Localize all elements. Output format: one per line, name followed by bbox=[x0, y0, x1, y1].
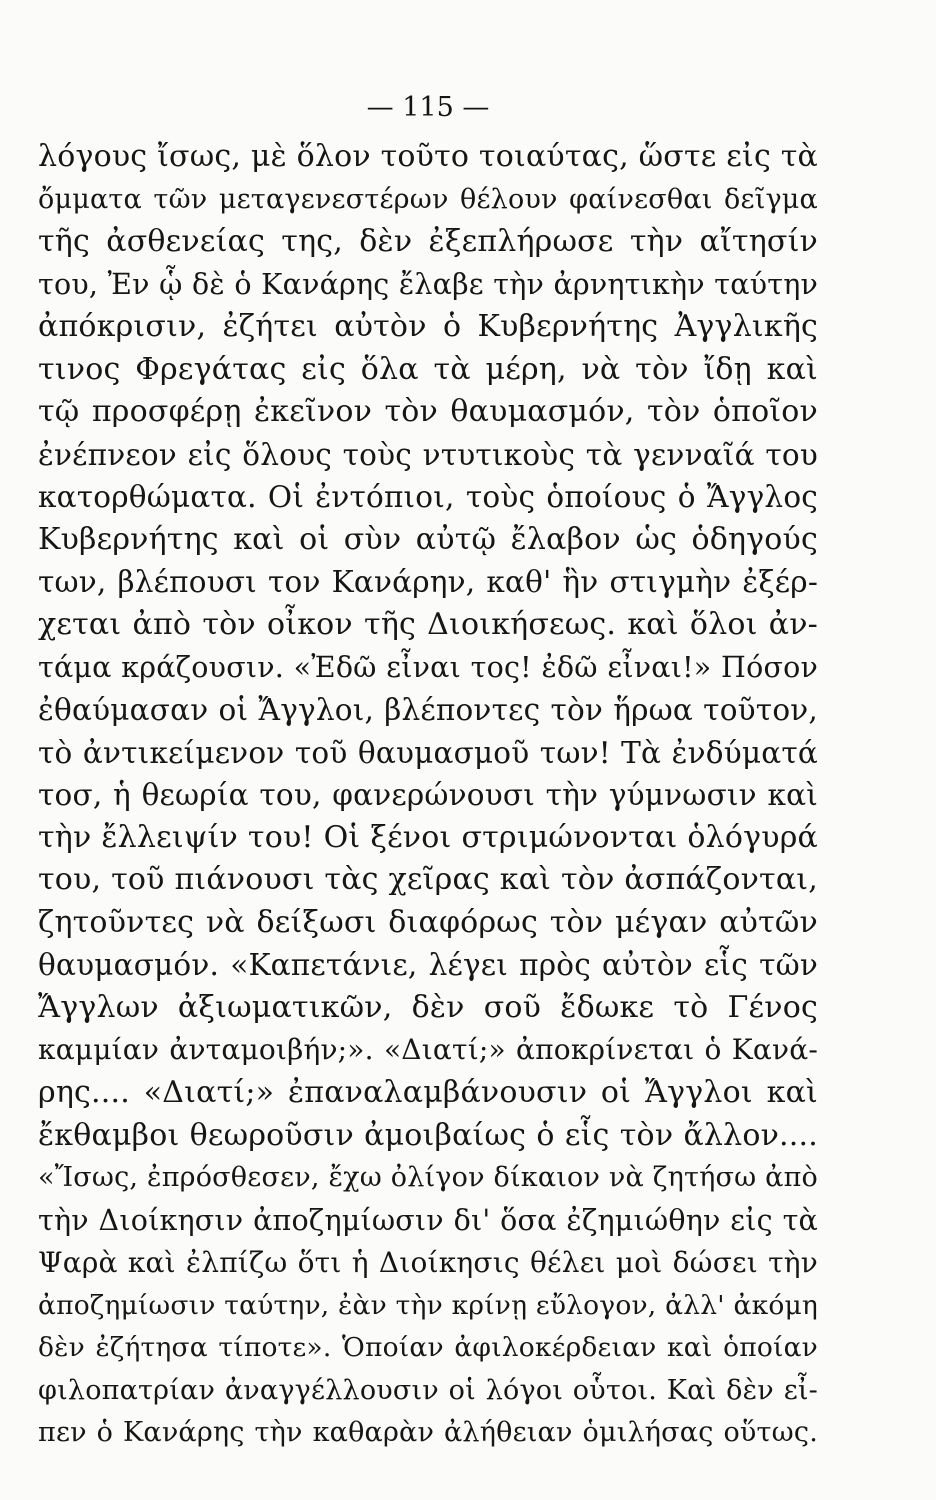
text-line: καμμίαν ἀνταμοιβήν;». «Διατί;» ἀποκρίνεται ὁ Κανά- bbox=[38, 1033, 818, 1067]
text-line: δὲν ἐζήτησα τίποτε». Ὁποίαν ἀφιλοκέρδειαν καὶ ὁποίαν bbox=[38, 1332, 818, 1364]
text-line: τάμα κράζουσιν. «Ἐδῶ εἶναι τος! ἐδῶ εἶναι!» Πόσον bbox=[38, 650, 818, 684]
text-line: ἔκθαμβοι θεωροῦσιν ἀμοιβαίως ὁ εἷς τὸν ἄλλον.... bbox=[38, 1117, 818, 1153]
text-line: Ἄγγλων ἀξιωματικῶν, δὲν σοῦ ἔδωκε τὸ Γένος bbox=[38, 989, 818, 1025]
text-line: τὴν ἔλλειψίν του! Οἱ ξένοι στριμώνονται ὁλόγυρά bbox=[38, 819, 818, 855]
text-line: ὄμματα τῶν μεταγενεστέρων θέλουν φαίνεσθαι δεῖγμα bbox=[38, 183, 818, 215]
body-text bbox=[38, 136, 818, 1455]
text-line: Ψαρὰ καὶ ἐλπίζω ὅτι ἡ Διοίκησις θέλει μοὶ δώσει τὴν bbox=[38, 1246, 818, 1280]
text-line: κατορθώματα. Οἱ ἐντόπιοι, τοὺς ὁποίους ὁ Ἄγγλος bbox=[38, 480, 818, 515]
page-number: — 115 — bbox=[366, 92, 490, 123]
text-line: φιλοπατρίαν ἀναγγέλλουσιν οἱ λόγοι οὗτοι. Καὶ δὲν εἶ- bbox=[38, 1374, 818, 1406]
text-line: του, Ἐν ᾧ δὲ ὁ Κανάρης ἔλαβε τὴν ἀρνητικὴν ταύτην bbox=[38, 267, 818, 301]
text-line: ἀπόκρισιν, ἐζήτει αὐτὸν ὁ Κυβερνήτης Ἀγγλικῆς bbox=[38, 309, 818, 345]
text-line: ρης.... «Διατί;» ἐπαναλαμβάνουσιν οἱ Ἄγγλοι καὶ bbox=[38, 1075, 818, 1111]
text-line: λόγους ἴσως, μὲ ὅλον τοῦτο τοιαύτας, ὥστε εἰς τὰ bbox=[38, 139, 818, 174]
text-line: τοσ, ἡ θεωρία του, φανερώνουσι τὴν γύμνωσιν καὶ bbox=[38, 778, 818, 813]
text-line: πεν ὁ Κανάρης τὴν καθαρὰν ἀλήθειαν ὁμιλήσας οὕτως. bbox=[38, 1417, 818, 1449]
text-line: τῷ προσφέρῃ ἐκεῖνον τὸν θαυμασμόν, τὸν ὁποῖον bbox=[38, 394, 818, 430]
text-line: τινος Φρεγάτας εἰς ὅλα τὰ μέρη, νὰ τὸν ἴδῃ καὶ bbox=[38, 351, 818, 387]
text-line: «Ἴσως, ἐπρόσθεσεν, ἔχω ὀλίγον δίκαιον νὰ ζητήσω ἀπὸ bbox=[38, 1162, 818, 1194]
text-line: τὴν Διοίκησιν ἀποζημίωσιν δι' ὅσα ἐζημιώθην εἰς τὰ bbox=[38, 1203, 818, 1237]
text-line: τὸ ἀντικείμενον τοῦ θαυμασμοῦ των! Τὰ ἐνδύματά bbox=[38, 735, 818, 770]
text-line: των, βλέπουσι τον Κανάρην, καθ' ἣν στιγμὴν ἐξέρ- bbox=[38, 565, 818, 600]
text-line: ἐνέπνεον εἰς ὅλους τοὺς ντυτικοὺς τὰ γενναῖά του bbox=[38, 437, 818, 472]
text-line: τῆς ἀσθενείας της, δὲν ἐξεπλήρωσε τὴν αἴτησίν bbox=[38, 224, 818, 260]
text-line: ἀποζημίωσιν ταύτην, ἐὰν τὴν κρίνῃ εὔλογον, ἀλλ' ἀκόμη bbox=[38, 1289, 818, 1321]
text-line: του, τοῦ πιάνουσι τὰς χεῖρας καὶ τὸν ἀσπάζονται, bbox=[38, 862, 818, 898]
text-line: χεται ἀπὸ τὸν οἶκον τῆς Διοικήσεως. καὶ ὅλοι ἀν- bbox=[38, 607, 818, 643]
text-line: θαυμασμόν. «Καπετάνιε, λέγει πρὸς αὐτὸν εἷς τῶν bbox=[38, 948, 818, 983]
text-line: ἐθαύμασαν οἱ Ἄγγλοι, βλέποντες τὸν ἥρωα τοῦτον, bbox=[38, 693, 818, 728]
text-line: Κυβερνήτης καὶ οἱ σὺν αὐτῷ ἔλαβον ὡς ὁδηγούς bbox=[38, 521, 818, 557]
text-line: ζητοῦντες νὰ δείξωσι διαφόρως τὸν μέγαν αὐτῶν bbox=[38, 904, 818, 940]
